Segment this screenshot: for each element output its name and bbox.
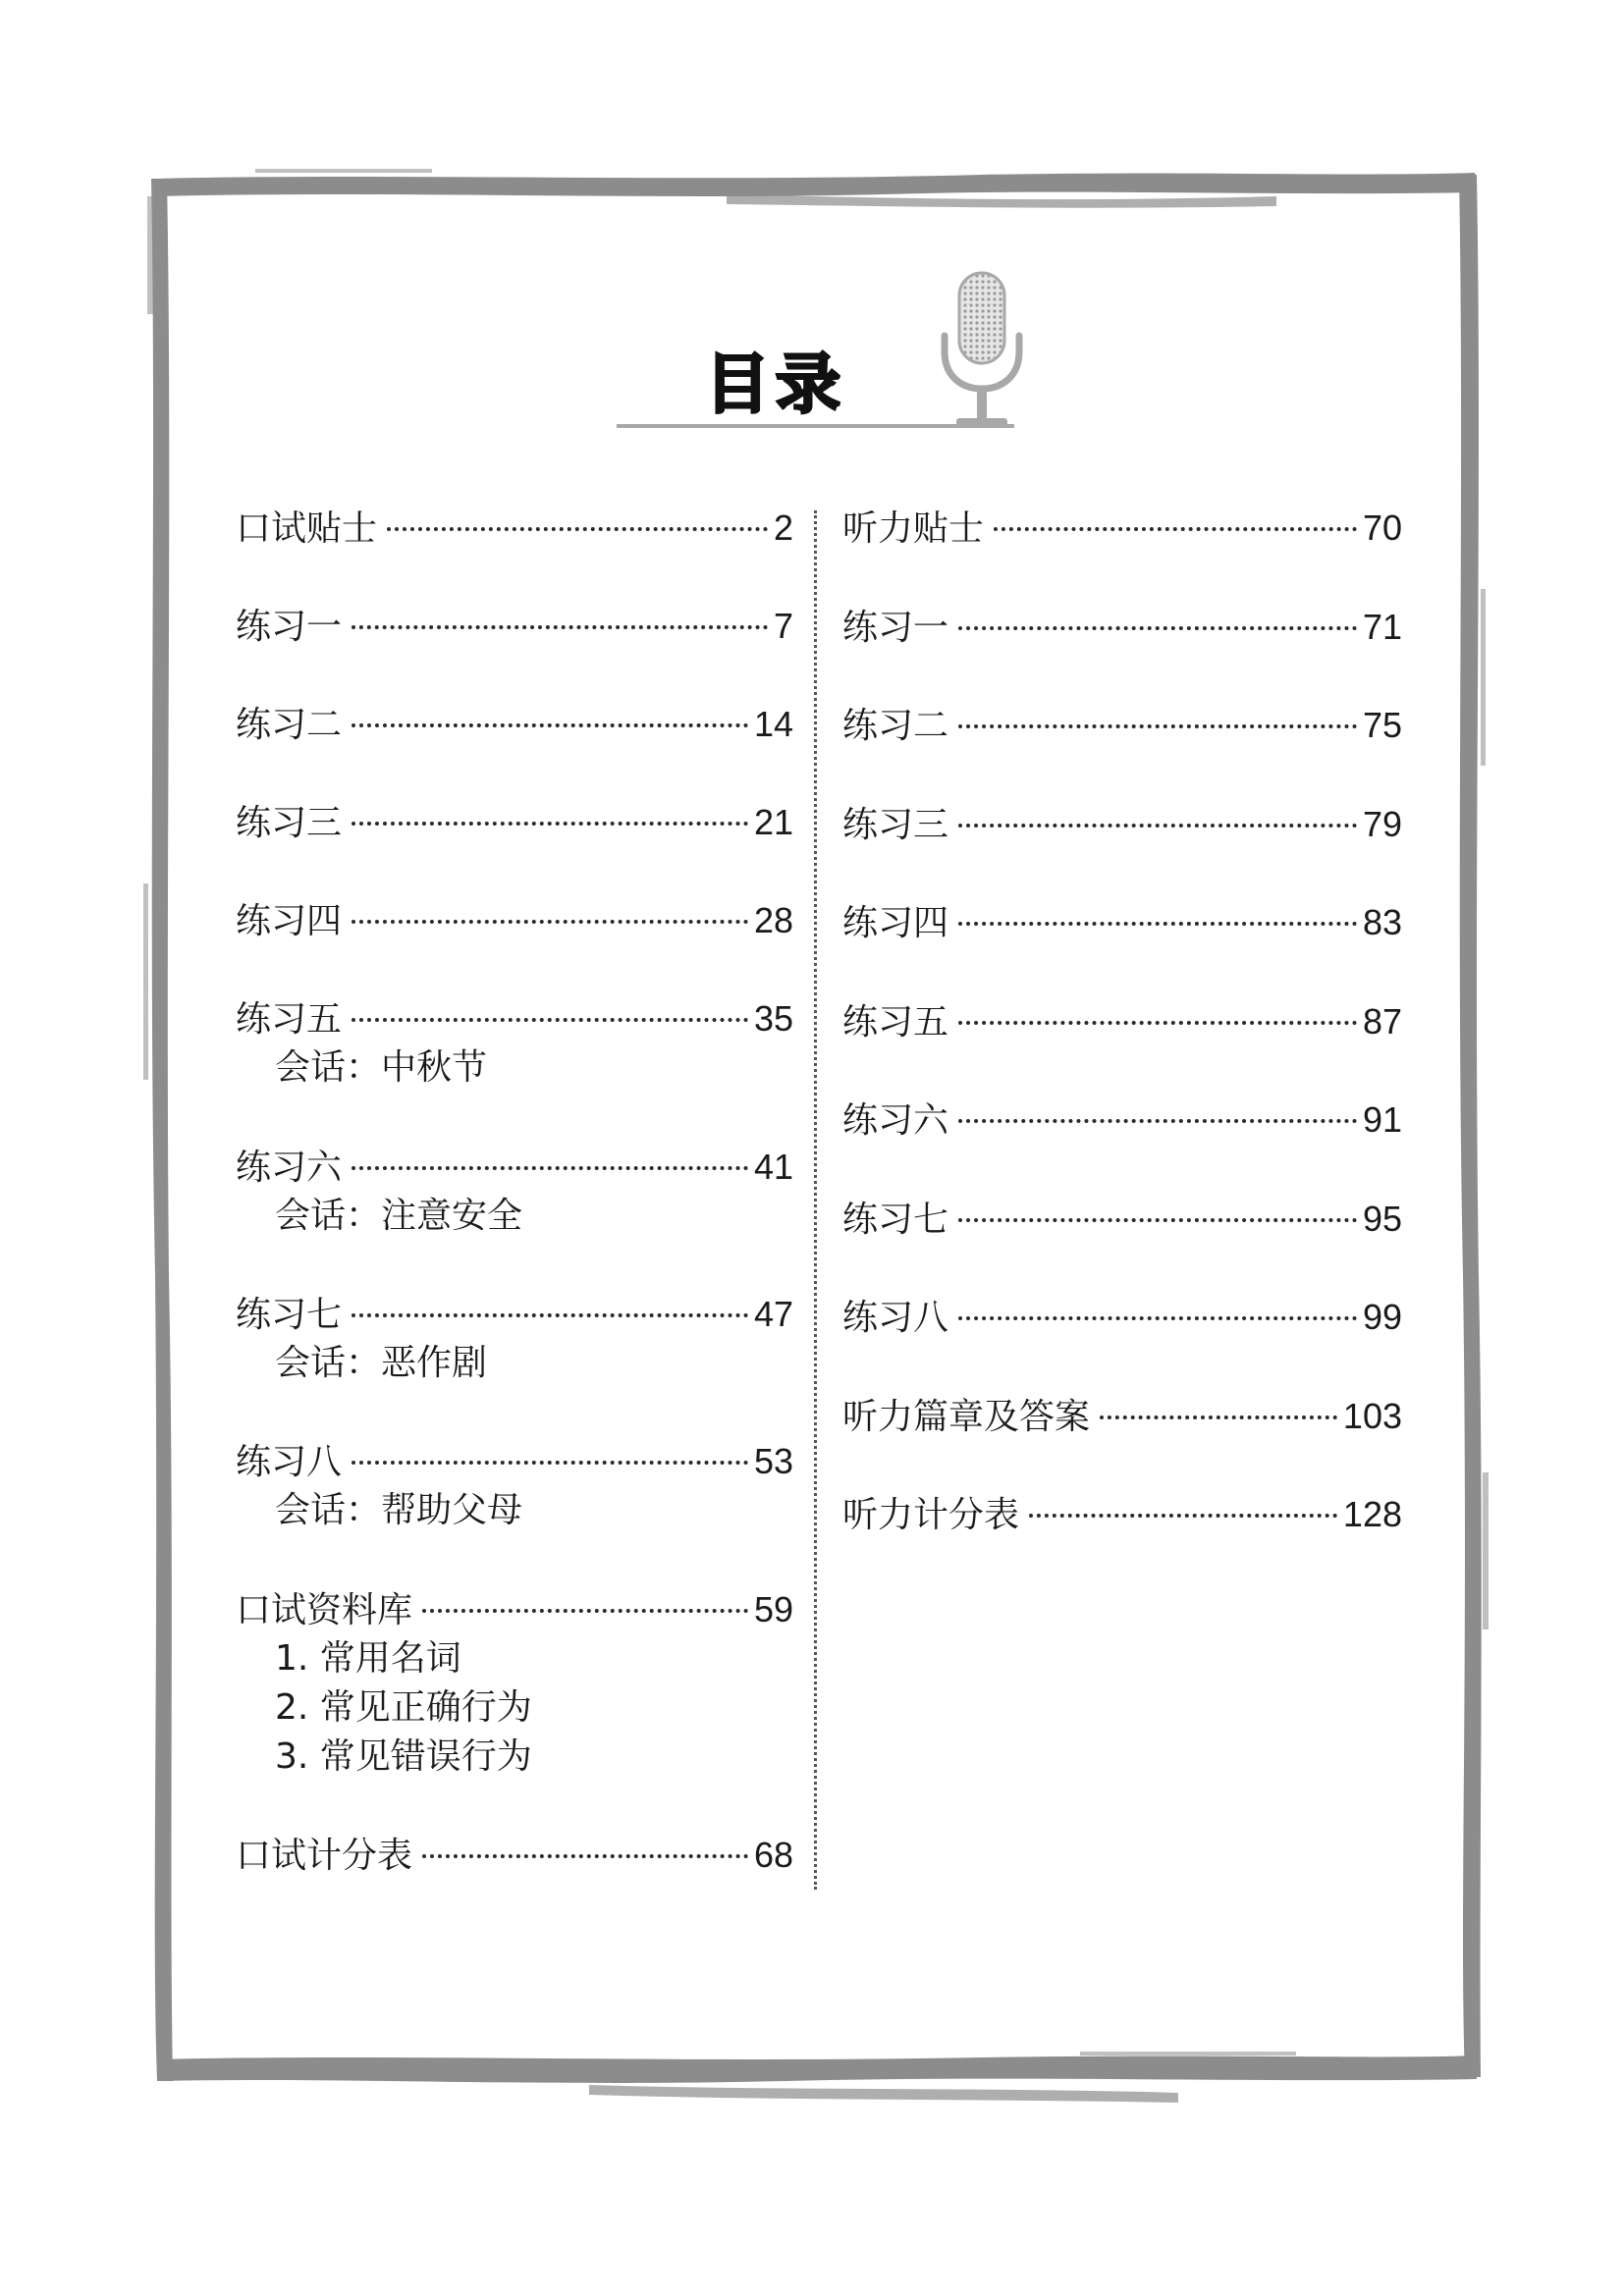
toc-entry-page: 95	[1362, 1199, 1402, 1239]
toc-entry-page: 70	[1362, 507, 1402, 548]
toc-entry-page: 28	[753, 900, 793, 940]
dot-leader	[422, 1854, 748, 1858]
toc-entry-label: 练习四	[236, 901, 343, 941]
toc-entry-label: 练习六	[842, 1100, 949, 1141]
toc-entry-page: 83	[1362, 902, 1402, 942]
toc-entry-label: 听力篇章及答案	[842, 1397, 1091, 1437]
toc-subentry: 3. 常见错误行为	[275, 1736, 532, 1777]
microphone-icon	[933, 267, 1031, 434]
toc-entry-page: 35	[753, 998, 793, 1039]
toc-entry-label: 练习四	[842, 903, 949, 943]
toc-entry-page: 53	[753, 1441, 793, 1481]
page-title: 目录	[705, 347, 846, 422]
toc-entry-page: 47	[753, 1294, 793, 1334]
toc-entry[interactable]	[236, 506, 793, 552]
toc-entry[interactable]	[236, 1439, 793, 1485]
toc-entry[interactable]	[842, 999, 1402, 1045]
dot-leader	[958, 1218, 1357, 1222]
toc-entry[interactable]	[842, 802, 1402, 848]
dot-leader	[958, 824, 1357, 828]
toc-entry[interactable]	[236, 800, 793, 846]
dot-leader	[352, 1313, 748, 1317]
dot-leader	[994, 527, 1357, 531]
toc-subentry: 会话：帮助父母	[275, 1490, 523, 1530]
dot-leader	[958, 626, 1357, 630]
toc-subentry: 会话：恶作剧	[275, 1343, 488, 1383]
toc-entry-page: 103	[1342, 1396, 1402, 1436]
toc-entry-label: 练习七	[236, 1295, 343, 1335]
toc-entry-page: 79	[1362, 804, 1402, 844]
dot-leader	[1029, 1514, 1337, 1518]
toc-entry-page: 68	[753, 1835, 793, 1875]
dot-leader	[422, 1609, 748, 1613]
toc-entry-page: 71	[1362, 607, 1402, 647]
toc-subentry: 会话：注意安全	[275, 1196, 523, 1236]
dot-leader	[352, 1166, 748, 1170]
toc-entry-label: 口试资料库	[236, 1590, 413, 1630]
toc-entry-label: 练习一	[842, 608, 949, 648]
toc-subentry: 2. 常见正确行为	[275, 1687, 532, 1728]
toc-entry-label: 练习五	[842, 1002, 949, 1042]
toc-entry-page: 99	[1362, 1297, 1402, 1337]
toc-entry-page: 75	[1362, 705, 1402, 745]
toc-entry[interactable]	[236, 1587, 793, 1633]
toc-entry-label: 练习七	[842, 1200, 949, 1240]
toc-entry[interactable]	[236, 1292, 793, 1338]
toc-entry-label: 口试贴士	[236, 508, 378, 549]
toc-entry[interactable]	[236, 604, 793, 650]
toc-entry-label: 练习五	[236, 999, 343, 1040]
toc-entry-page: 7	[773, 606, 793, 646]
dot-leader	[352, 1018, 748, 1022]
toc-entry[interactable]	[236, 1833, 793, 1879]
dot-leader	[352, 723, 748, 727]
toc-entry[interactable]	[842, 1097, 1402, 1144]
toc-entry[interactable]	[842, 1492, 1402, 1538]
dot-leader	[352, 1461, 748, 1465]
toc-entry-label: 练习八	[236, 1442, 343, 1482]
dot-leader	[958, 724, 1357, 728]
toc-entry-label: 口试计分表	[236, 1836, 413, 1876]
toc-entry[interactable]	[236, 1145, 793, 1191]
toc-entry[interactable]	[842, 1295, 1402, 1341]
toc-subentry: 1. 常用名词	[275, 1638, 461, 1679]
toc-entry-label: 练习六	[236, 1148, 343, 1188]
toc-entry-page: 59	[753, 1589, 793, 1629]
dot-leader	[958, 1119, 1357, 1123]
dot-leader	[387, 527, 768, 531]
toc-entry[interactable]	[236, 996, 793, 1042]
toc-entry-page: 41	[753, 1147, 793, 1187]
toc-entry-page: 128	[1342, 1494, 1402, 1534]
toc-entry[interactable]	[842, 1394, 1402, 1440]
toc-entry-label: 练习二	[236, 705, 343, 745]
dot-leader	[958, 1021, 1357, 1025]
dot-leader	[352, 822, 748, 826]
column-divider	[814, 510, 817, 1890]
toc-entry-page: 21	[753, 802, 793, 842]
toc-entry-label: 练习八	[842, 1298, 949, 1338]
toc-entry-label: 练习一	[236, 607, 343, 647]
toc-entry[interactable]	[842, 1197, 1402, 1243]
toc-entry[interactable]	[236, 898, 793, 944]
toc-entry-page: 87	[1362, 1001, 1402, 1041]
dot-leader	[352, 625, 768, 629]
dot-leader	[352, 920, 748, 924]
toc-entry[interactable]	[842, 703, 1402, 749]
toc-entry-page: 2	[773, 507, 793, 548]
toc-entry[interactable]	[842, 900, 1402, 946]
dot-leader	[958, 922, 1357, 926]
toc-entry-label: 听力贴士	[842, 508, 985, 549]
dot-leader	[958, 1316, 1357, 1320]
toc-entry-page: 14	[753, 704, 793, 744]
toc-entry-label: 练习三	[236, 803, 343, 843]
toc-entry[interactable]	[842, 605, 1402, 651]
toc-subentry: 会话：中秋节	[275, 1047, 488, 1088]
dot-leader	[1100, 1415, 1337, 1419]
toc-entry-page: 91	[1362, 1099, 1402, 1140]
toc-entry[interactable]	[842, 506, 1402, 552]
toc-entry-label: 听力计分表	[842, 1495, 1020, 1535]
toc-entry-label: 练习二	[842, 706, 949, 746]
toc-entry[interactable]	[236, 702, 793, 748]
toc-entry-label: 练习三	[842, 805, 949, 845]
